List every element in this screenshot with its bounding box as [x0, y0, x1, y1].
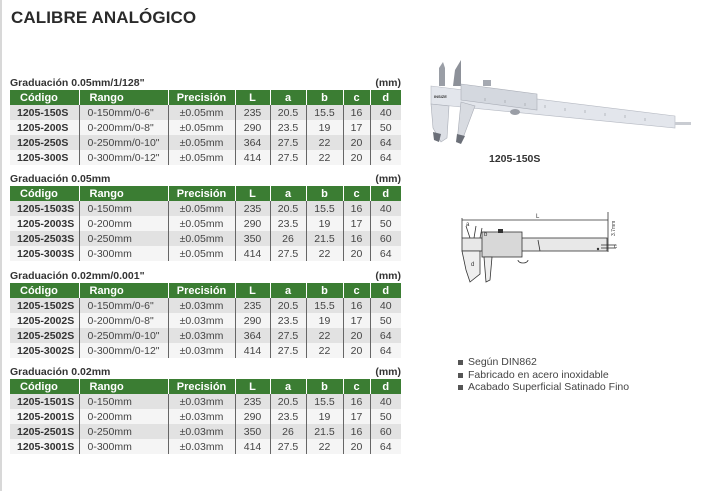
feature-item: Fabricado en acero inoxidable: [458, 369, 629, 382]
table-cell: 60: [370, 231, 401, 246]
table-cell: 0-150mm/0-6": [79, 298, 168, 313]
table-cell: 1205-150S: [10, 105, 79, 120]
table-cell: 64: [370, 135, 401, 150]
table-cell: 1205-2503S: [10, 231, 79, 246]
table-cell: 0-200mm/0-8": [79, 120, 168, 135]
column-header: Código: [10, 283, 79, 298]
table-cell: 16: [343, 105, 370, 120]
table-cell: 19: [306, 409, 343, 424]
column-header: Código: [10, 379, 79, 394]
table-cell: 1205-3002S: [10, 343, 79, 358]
table-cell: 64: [370, 343, 401, 358]
feature-item: Según DIN862: [458, 356, 629, 369]
table-cell: 40: [370, 298, 401, 313]
label-c: c: [614, 244, 617, 250]
table-cell: 0-200mm: [79, 409, 168, 424]
table-cell: 15.5: [306, 298, 343, 313]
graduation-label: Graduación 0.02mm: [10, 366, 111, 378]
column-header: a: [270, 379, 306, 394]
column-header: b: [306, 283, 343, 298]
table-row: [10, 298, 401, 313]
table-cell: 22: [306, 343, 343, 358]
label-a: a: [466, 222, 470, 228]
table-cell: 22: [306, 439, 343, 454]
unit-label: (mm): [375, 366, 401, 378]
table-cell: 64: [370, 439, 401, 454]
feature-list: [458, 356, 629, 394]
table-cell: 16: [343, 424, 370, 439]
column-header: L: [235, 379, 270, 394]
table-cell: 16: [343, 394, 370, 409]
table-cell: 20: [343, 439, 370, 454]
table-cell: 1205-200S: [10, 120, 79, 135]
table-cell: 0-250mm: [79, 424, 168, 439]
table-cell: 27.5: [270, 439, 306, 454]
table-cell: 15.5: [306, 105, 343, 120]
table-cell: 22: [306, 150, 343, 165]
column-header: c: [343, 283, 370, 298]
caliper-photo: [425, 58, 693, 146]
unit-label: (mm): [375, 77, 401, 89]
table-cell: 0-250mm: [79, 231, 168, 246]
section-heading: [10, 270, 401, 283]
table-header-row: [10, 90, 401, 105]
column-header: Precisión: [168, 186, 235, 201]
table-cell: 0-150mm: [79, 201, 168, 216]
column-header: d: [370, 90, 401, 105]
column-header: Rango: [79, 90, 168, 105]
table-cell: 20.5: [270, 298, 306, 313]
table-cell: 235: [235, 394, 270, 409]
table-cell: 27.5: [270, 343, 306, 358]
page-title: CALIBRE ANALÓGICO: [11, 8, 197, 27]
table-cell: 1205-1503S: [10, 201, 79, 216]
table-cell: 21.5: [306, 424, 343, 439]
section-heading: [10, 173, 401, 186]
table-cell: ±0.03mm: [168, 298, 235, 313]
table-cell: 26: [270, 424, 306, 439]
table-cell: 64: [370, 150, 401, 165]
table-cell: 20: [343, 343, 370, 358]
table-cell: 290: [235, 216, 270, 231]
table-cell: 1205-3003S: [10, 246, 79, 261]
table-cell: 23.5: [270, 409, 306, 424]
label-L: L: [536, 214, 540, 220]
table-cell: 23.5: [270, 216, 306, 231]
table-cell: 40: [370, 394, 401, 409]
spec-table: [10, 283, 401, 358]
table-cell: 1205-2501S: [10, 424, 79, 439]
label-d: d: [471, 262, 475, 268]
column-header: L: [235, 186, 270, 201]
table-cell: ±0.03mm: [168, 439, 235, 454]
table-row: [10, 216, 401, 231]
unit-label: (mm): [375, 270, 401, 282]
column-header: a: [270, 186, 306, 201]
table-cell: 20.5: [270, 201, 306, 216]
section-heading: [10, 77, 401, 90]
table-cell: 17: [343, 313, 370, 328]
label-b: b: [484, 232, 488, 238]
table-row: [10, 231, 401, 246]
table-cell: 20.5: [270, 105, 306, 120]
table-cell: 235: [235, 298, 270, 313]
table-cell: 20: [343, 135, 370, 150]
column-header: Rango: [79, 283, 168, 298]
table-cell: 350: [235, 231, 270, 246]
table-cell: 414: [235, 150, 270, 165]
table-cell: 364: [235, 135, 270, 150]
brand-logo: INSIZE: [434, 94, 447, 99]
table-cell: 414: [235, 439, 270, 454]
table-cell: 290: [235, 120, 270, 135]
photo-caption: 1205-150S: [489, 153, 541, 165]
feature-item: Acabado Superficial Satinado Fino: [458, 381, 629, 394]
table-cell: 60: [370, 424, 401, 439]
table-row: [10, 394, 401, 409]
table-cell: 17: [343, 409, 370, 424]
spec-section: [10, 270, 401, 358]
table-cell: 1205-2001S: [10, 409, 79, 424]
table-cell: 64: [370, 246, 401, 261]
table-row: [10, 409, 401, 424]
spec-section: [10, 366, 401, 454]
table-cell: 16: [343, 298, 370, 313]
column-header: Precisión: [168, 379, 235, 394]
column-header: a: [270, 90, 306, 105]
table-row: [10, 135, 401, 150]
graduation-label: Graduación 0.05mm/1/128": [10, 77, 145, 89]
column-header: d: [370, 186, 401, 201]
table-cell: 1205-2002S: [10, 313, 79, 328]
table-cell: 27.5: [270, 135, 306, 150]
column-header: c: [343, 90, 370, 105]
table-cell: 15.5: [306, 394, 343, 409]
table-cell: 20: [343, 150, 370, 165]
column-header: d: [370, 283, 401, 298]
spec-table: [10, 186, 401, 261]
table-cell: 290: [235, 313, 270, 328]
table-cell: 0-250mm/0-10": [79, 135, 168, 150]
unit-label: (mm): [375, 173, 401, 185]
table-cell: 50: [370, 409, 401, 424]
table-header-row: [10, 283, 401, 298]
column-header: Rango: [79, 186, 168, 201]
column-header: Rango: [79, 379, 168, 394]
column-header: c: [343, 186, 370, 201]
table-cell: 17: [343, 120, 370, 135]
table-cell: 0-300mm/0-12": [79, 150, 168, 165]
table-cell: 350: [235, 424, 270, 439]
column-header: d: [370, 379, 401, 394]
table-cell: 0-200mm/0-8": [79, 313, 168, 328]
table-cell: 22: [306, 328, 343, 343]
table-cell: 290: [235, 409, 270, 424]
column-header: Precisión: [168, 283, 235, 298]
table-cell: 1205-3001S: [10, 439, 79, 454]
table-row: [10, 246, 401, 261]
table-cell: 17: [343, 216, 370, 231]
spec-section: [10, 173, 401, 261]
table-cell: ±0.05mm: [168, 150, 235, 165]
table-cell: 40: [370, 105, 401, 120]
table-cell: 20.5: [270, 394, 306, 409]
table-cell: 22: [306, 135, 343, 150]
table-cell: ±0.05mm: [168, 135, 235, 150]
table-cell: 0-300mm: [79, 246, 168, 261]
table-cell: ±0.03mm: [168, 313, 235, 328]
column-header: L: [235, 90, 270, 105]
spec-table: [10, 90, 401, 165]
table-cell: 1205-1502S: [10, 298, 79, 313]
table-cell: 50: [370, 120, 401, 135]
page-left-border: [0, 0, 2, 491]
graduation-label: Graduación 0.05mm: [10, 173, 111, 185]
table-cell: 26: [270, 231, 306, 246]
table-cell: 235: [235, 105, 270, 120]
table-cell: 364: [235, 328, 270, 343]
table-cell: 19: [306, 216, 343, 231]
table-cell: 50: [370, 313, 401, 328]
table-cell: 40: [370, 201, 401, 216]
table-cell: ±0.05mm: [168, 216, 235, 231]
caliper-dimension-diagram: [458, 208, 618, 288]
table-cell: ±0.05mm: [168, 201, 235, 216]
table-cell: 235: [235, 201, 270, 216]
table-cell: 414: [235, 246, 270, 261]
table-cell: 20: [343, 246, 370, 261]
table-cell: 414: [235, 343, 270, 358]
table-cell: 1205-300S: [10, 150, 79, 165]
table-cell: 21.5: [306, 231, 343, 246]
table-cell: 0-150mm/0-6": [79, 105, 168, 120]
table-header-row: [10, 379, 401, 394]
table-row: [10, 120, 401, 135]
table-cell: 0-300mm/0-12": [79, 343, 168, 358]
table-cell: 1205-2502S: [10, 328, 79, 343]
section-heading: [10, 366, 401, 379]
table-cell: ±0.03mm: [168, 394, 235, 409]
table-cell: ±0.05mm: [168, 120, 235, 135]
column-header: b: [306, 379, 343, 394]
table-cell: ±0.05mm: [168, 105, 235, 120]
table-row: [10, 343, 401, 358]
column-header: a: [270, 283, 306, 298]
table-cell: 27.5: [270, 150, 306, 165]
table-cell: ±0.05mm: [168, 246, 235, 261]
table-cell: 22: [306, 246, 343, 261]
table-cell: 0-150mm: [79, 394, 168, 409]
column-header: c: [343, 379, 370, 394]
table-header-row: [10, 186, 401, 201]
table-cell: 50: [370, 216, 401, 231]
table-row: [10, 105, 401, 120]
column-header: Código: [10, 90, 79, 105]
table-cell: 19: [306, 313, 343, 328]
column-header: Código: [10, 186, 79, 201]
table-cell: 20: [343, 328, 370, 343]
table-cell: ±0.03mm: [168, 409, 235, 424]
table-cell: 23.5: [270, 313, 306, 328]
label-thickness: 3.7mm: [611, 220, 617, 236]
table-cell: 15.5: [306, 201, 343, 216]
column-header: Precisión: [168, 90, 235, 105]
table-cell: ±0.03mm: [168, 343, 235, 358]
column-header: b: [306, 90, 343, 105]
table-cell: 1205-250S: [10, 135, 79, 150]
table-row: [10, 439, 401, 454]
table-cell: ±0.03mm: [168, 328, 235, 343]
spec-table: [10, 379, 401, 454]
table-row: [10, 328, 401, 343]
column-header: b: [306, 186, 343, 201]
spec-section: [10, 77, 401, 165]
table-cell: ±0.03mm: [168, 424, 235, 439]
table-cell: 27.5: [270, 246, 306, 261]
table-cell: 1205-1501S: [10, 394, 79, 409]
table-cell: 27.5: [270, 328, 306, 343]
table-cell: 19: [306, 120, 343, 135]
table-cell: ±0.05mm: [168, 231, 235, 246]
table-cell: 0-200mm: [79, 216, 168, 231]
table-row: [10, 150, 401, 165]
table-cell: 16: [343, 231, 370, 246]
table-cell: 1205-2003S: [10, 216, 79, 231]
table-row: [10, 201, 401, 216]
table-cell: 0-250mm/0-10": [79, 328, 168, 343]
table-cell: 23.5: [270, 120, 306, 135]
graduation-label: Graduación 0.02mm/0.001": [10, 270, 145, 282]
table-cell: 16: [343, 201, 370, 216]
table-row: [10, 313, 401, 328]
table-row: [10, 424, 401, 439]
table-cell: 0-300mm: [79, 439, 168, 454]
column-header: L: [235, 283, 270, 298]
table-cell: 64: [370, 328, 401, 343]
